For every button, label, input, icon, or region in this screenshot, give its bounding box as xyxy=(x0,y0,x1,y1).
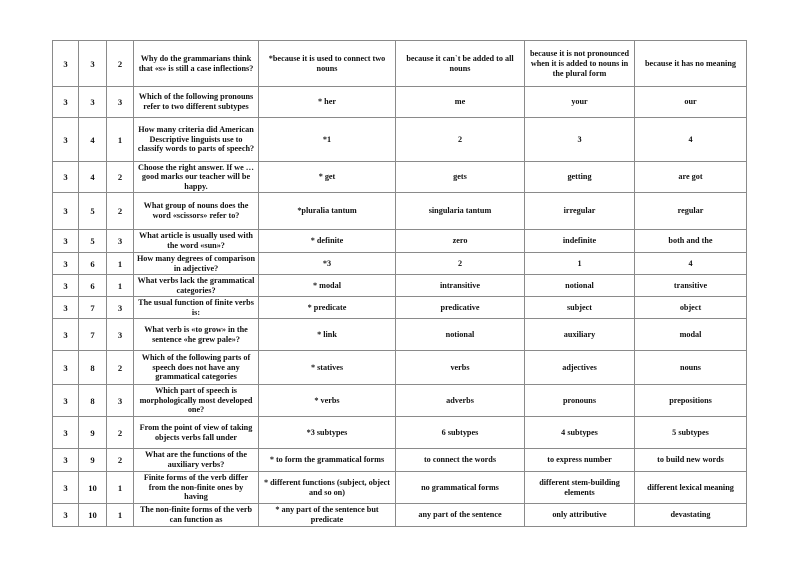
question-cell: What verb is «to grow» in the sentence «he grew pale»? xyxy=(134,319,259,351)
answer-a-cell: * verbs xyxy=(259,385,396,417)
answer-c-cell: 3 xyxy=(525,118,635,162)
answer-c-cell: because it is not pronounced when it is added to nouns in the plural form xyxy=(525,41,635,87)
column-2-cell: 7 xyxy=(79,319,107,351)
column-1-cell: 3 xyxy=(53,504,79,527)
answer-c-cell: subject xyxy=(525,297,635,319)
answer-c-cell: your xyxy=(525,87,635,118)
table-row xyxy=(53,118,747,162)
table-row xyxy=(53,41,747,87)
answer-d-cell: regular xyxy=(635,193,747,230)
column-1-cell: 3 xyxy=(53,472,79,504)
column-2-cell: 7 xyxy=(79,297,107,319)
column-3-cell: 1 xyxy=(107,253,134,275)
answer-d-cell: because it has no meaning xyxy=(635,41,747,87)
answer-a-cell: * link xyxy=(259,319,396,351)
table-row xyxy=(53,230,747,253)
question-cell: What are the functions of the auxiliary verbs? xyxy=(134,449,259,472)
answer-a-cell: * modal xyxy=(259,275,396,297)
answer-c-cell: 4 subtypes xyxy=(525,417,635,449)
question-table xyxy=(52,40,747,527)
table-row xyxy=(53,297,747,319)
column-1-cell: 3 xyxy=(53,41,79,87)
column-1-cell: 3 xyxy=(53,417,79,449)
answer-d-cell: 5 subtypes xyxy=(635,417,747,449)
answer-d-cell: prepositions xyxy=(635,385,747,417)
column-2-cell: 6 xyxy=(79,275,107,297)
question-cell: Choose the right answer. If we … good marks our teacher will be happy. xyxy=(134,162,259,193)
question-cell: How many criteria did American Descriptive linguists use to classify words to parts of speech? xyxy=(134,118,259,162)
question-cell: Which part of speech is morphologically most developed one? xyxy=(134,385,259,417)
answer-c-cell: indefinite xyxy=(525,230,635,253)
column-3-cell: 2 xyxy=(107,351,134,385)
question-cell: The non-finite forms of the verb can function as xyxy=(134,504,259,527)
answer-b-cell: adverbs xyxy=(396,385,525,417)
answer-b-cell: notional xyxy=(396,319,525,351)
column-1-cell: 3 xyxy=(53,230,79,253)
table-row xyxy=(53,417,747,449)
answer-b-cell: zero xyxy=(396,230,525,253)
answer-b-cell: any part of the sentence xyxy=(396,504,525,527)
column-2-cell: 10 xyxy=(79,472,107,504)
column-2-cell: 3 xyxy=(79,41,107,87)
answer-a-cell: * predicate xyxy=(259,297,396,319)
table-row xyxy=(53,162,747,193)
table-row xyxy=(53,253,747,275)
answer-a-cell: *because it is used to connect two nouns xyxy=(259,41,396,87)
column-1-cell: 3 xyxy=(53,162,79,193)
question-cell: How many degrees of comparison in adjective? xyxy=(134,253,259,275)
table-row xyxy=(53,319,747,351)
column-1-cell: 3 xyxy=(53,118,79,162)
answer-a-cell: *1 xyxy=(259,118,396,162)
answer-a-cell: * statives xyxy=(259,351,396,385)
answer-c-cell: 1 xyxy=(525,253,635,275)
column-2-cell: 9 xyxy=(79,417,107,449)
column-3-cell: 1 xyxy=(107,118,134,162)
answer-a-cell: *3 subtypes xyxy=(259,417,396,449)
answer-d-cell: different lexical meaning xyxy=(635,472,747,504)
answer-b-cell: singularia tantum xyxy=(396,193,525,230)
answer-d-cell: modal xyxy=(635,319,747,351)
answer-a-cell: *3 xyxy=(259,253,396,275)
answer-a-cell: * get xyxy=(259,162,396,193)
question-cell: From the point of view of taking objects verbs fall under xyxy=(134,417,259,449)
answer-c-cell: different stem-building elements xyxy=(525,472,635,504)
column-3-cell: 3 xyxy=(107,230,134,253)
column-2-cell: 5 xyxy=(79,230,107,253)
answer-d-cell: 4 xyxy=(635,253,747,275)
question-cell: Why do the grammarians think that «s» is still a case inflections? xyxy=(134,41,259,87)
answer-d-cell: to build new words xyxy=(635,449,747,472)
column-3-cell: 1 xyxy=(107,472,134,504)
answer-c-cell: pronouns xyxy=(525,385,635,417)
column-1-cell: 3 xyxy=(53,87,79,118)
answer-d-cell: our xyxy=(635,87,747,118)
column-1-cell: 3 xyxy=(53,193,79,230)
answer-c-cell: irregular xyxy=(525,193,635,230)
table-row xyxy=(53,351,747,385)
column-3-cell: 2 xyxy=(107,41,134,87)
column-3-cell: 2 xyxy=(107,417,134,449)
table-row xyxy=(53,193,747,230)
answer-a-cell: * different functions (subject, object and so on) xyxy=(259,472,396,504)
answer-c-cell: to express number xyxy=(525,449,635,472)
column-3-cell: 3 xyxy=(107,319,134,351)
answer-c-cell: auxiliary xyxy=(525,319,635,351)
question-table-body xyxy=(53,41,747,527)
answer-b-cell: gets xyxy=(396,162,525,193)
answer-b-cell: because it can`t be added to all nouns xyxy=(396,41,525,87)
answer-b-cell: no grammatical forms xyxy=(396,472,525,504)
table-row xyxy=(53,385,747,417)
answer-d-cell: both and the xyxy=(635,230,747,253)
column-2-cell: 4 xyxy=(79,118,107,162)
column-3-cell: 2 xyxy=(107,162,134,193)
column-1-cell: 3 xyxy=(53,351,79,385)
table-row xyxy=(53,504,747,527)
answer-b-cell: 2 xyxy=(396,253,525,275)
column-3-cell: 1 xyxy=(107,275,134,297)
answer-a-cell: * any part of the sentence but predicate xyxy=(259,504,396,527)
table-row xyxy=(53,472,747,504)
column-2-cell: 10 xyxy=(79,504,107,527)
answer-b-cell: 2 xyxy=(396,118,525,162)
column-3-cell: 3 xyxy=(107,297,134,319)
column-3-cell: 3 xyxy=(107,385,134,417)
answer-b-cell: 6 subtypes xyxy=(396,417,525,449)
column-2-cell: 4 xyxy=(79,162,107,193)
question-cell: The usual function of finite verbs is: xyxy=(134,297,259,319)
column-1-cell: 3 xyxy=(53,275,79,297)
column-1-cell: 3 xyxy=(53,385,79,417)
question-cell: What article is usually used with the word «sun»? xyxy=(134,230,259,253)
answer-d-cell: are got xyxy=(635,162,747,193)
column-2-cell: 6 xyxy=(79,253,107,275)
column-2-cell: 8 xyxy=(79,351,107,385)
answer-c-cell: getting xyxy=(525,162,635,193)
answer-d-cell: nouns xyxy=(635,351,747,385)
column-3-cell: 1 xyxy=(107,504,134,527)
column-1-cell: 3 xyxy=(53,253,79,275)
table-row xyxy=(53,275,747,297)
column-3-cell: 3 xyxy=(107,87,134,118)
answer-d-cell: 4 xyxy=(635,118,747,162)
question-cell: Which of the following pronouns refer to two different subtypes xyxy=(134,87,259,118)
answer-a-cell: * to form the grammatical forms xyxy=(259,449,396,472)
table-row xyxy=(53,87,747,118)
column-1-cell: 3 xyxy=(53,297,79,319)
column-2-cell: 9 xyxy=(79,449,107,472)
column-1-cell: 3 xyxy=(53,319,79,351)
question-cell: Finite forms of the verb differ from the non-finite ones by having xyxy=(134,472,259,504)
column-2-cell: 3 xyxy=(79,87,107,118)
table-row xyxy=(53,449,747,472)
answer-b-cell: intransitive xyxy=(396,275,525,297)
answer-c-cell: adjectives xyxy=(525,351,635,385)
answer-a-cell: * her xyxy=(259,87,396,118)
answer-b-cell: to connect the words xyxy=(396,449,525,472)
column-2-cell: 5 xyxy=(79,193,107,230)
answer-c-cell: only attributive xyxy=(525,504,635,527)
column-2-cell: 8 xyxy=(79,385,107,417)
answer-c-cell: notional xyxy=(525,275,635,297)
answer-a-cell: * definite xyxy=(259,230,396,253)
column-3-cell: 2 xyxy=(107,193,134,230)
answer-d-cell: transitive xyxy=(635,275,747,297)
question-cell: What group of nouns does the word «scissors» refer to? xyxy=(134,193,259,230)
answer-a-cell: *pluralia tantum xyxy=(259,193,396,230)
answer-b-cell: me xyxy=(396,87,525,118)
column-3-cell: 2 xyxy=(107,449,134,472)
column-1-cell: 3 xyxy=(53,449,79,472)
answer-d-cell: object xyxy=(635,297,747,319)
answer-b-cell: verbs xyxy=(396,351,525,385)
question-cell: What verbs lack the grammatical categories? xyxy=(134,275,259,297)
answer-d-cell: devastating xyxy=(635,504,747,527)
question-cell: Which of the following parts of speech does not have any grammatical categories xyxy=(134,351,259,385)
answer-b-cell: predicative xyxy=(396,297,525,319)
